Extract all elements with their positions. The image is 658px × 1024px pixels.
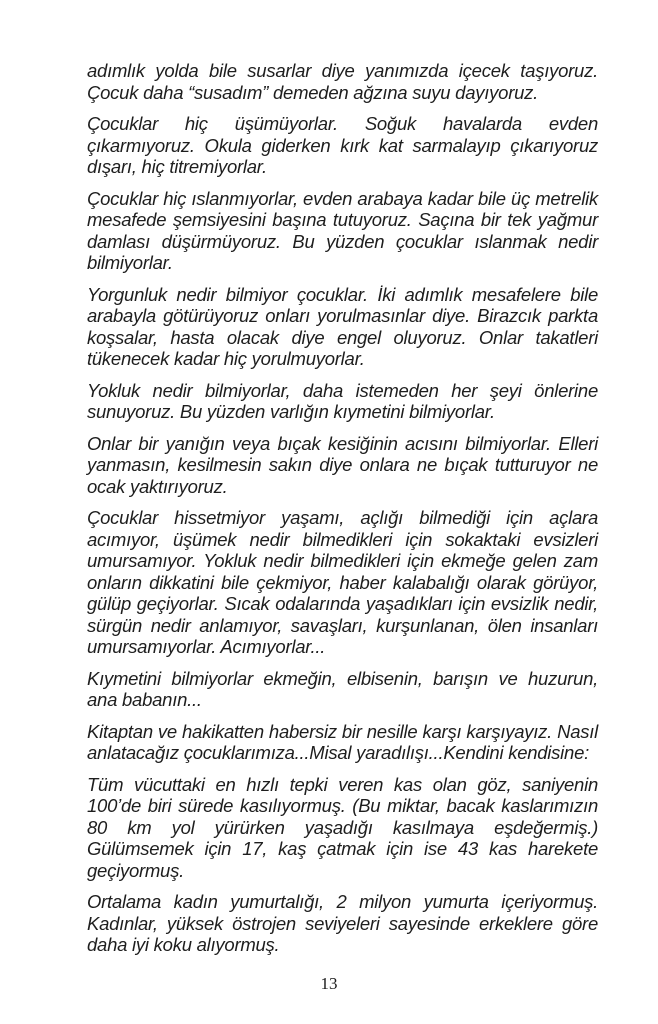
body-paragraph: Onlar bir yanığın veya bıçak kesiğinin acısını bilmiyorlar. Elleri yanmasın, kesilmesin sakın diye onlara ne bıçak tutturuyor ne ocak yaktırıyoruz. [87,432,598,497]
body-paragraph: Kıymetini bilmiyorlar ekmeğin, elbisenin, barışın ve huzurun, ana babanın... [87,667,598,710]
body-paragraph: Ortalama kadın yumurtalığı, 2 milyon yumurta içeriyormuş. Kadınlar, yüksek östrojen seviyeleri sayesinde erkeklere göre daha iyi koku alıyormuş. [87,891,598,955]
body-paragraph: Çocuklar hiç üşümüyorlar. Soğuk havalarda evden çıkarmıyoruz. Okula giderken kırk kat sarmalayıp çıkarıyoruz dışarı, hiç titremiyorlar. [87,113,598,177]
page-text-block [87,60,598,966]
body-paragraph: Kitaptan ve hakikatten habersiz bir nesille karşı karşıyayız. Nasıl anlatacağız çocuklarımıza...Misal yaradılışı...Kendini kendisine: [87,720,598,763]
body-paragraph: adımlık yolda bile susarlar diye yanımızda içecek taşıyoruz. Çocuk daha “susadım” demeden ağzına suyu dayıyoruz. [87,60,598,103]
body-paragraph: Çocuklar hiç ıslanmıyorlar, evden arabaya kadar bile üç metrelik mesafede şemsiyesini başına tutuyoruz. Saçına bir tek yağmur damlası düşürmüyoruz. Bu yüzden çocuklar ıslanmak nedir bilmiyorlar. [87,187,598,273]
page-number: 13 [320,974,338,993]
body-paragraph: Çocuklar hissetmiyor yaşamı, açlığı bilmediği için açlara acımıyor, üşümek nedir bilmedikleri için sokaktaki evsizleri umursamıyor. Yokluk nedir bilmedikleri için ekmeğe gelen zam onların dikkatini bile çekmiyor, haber kalabalığı olarak görüyor, gülüp geçiyorlar. Sıcak odalarında yaşadıkları için evsizlik nedir, sürgün nedir anlamıyor, savaşları, kurşunlanan, ölen insanları umursamıyorlar. Acımıyorlar... [87,507,598,657]
body-paragraph: Yokluk nedir bilmiyorlar, daha istemeden her şeyi önlerine sunuyoruz. Bu yüzden varlığın kıymetini bilmiyorlar. [87,379,598,422]
body-paragraph: Tüm vücuttaki en hızlı tepki veren kas olan göz, saniyenin 100’de biri sürede kasılıyormuş. (Bu miktar, bacak kaslarımızın 80 km yol yürürken yaşadığı kasılmaya eşdeğermiş.) Gülümsemek için 17, kaş çatmak için ise 43 kas harekete geçiyormuş. [87,773,598,881]
body-paragraph: Yorgunluk nedir bilmiyor çocuklar. İki adımlık mesafelere bile arabayla götürüyoruz onları yorulmasınlar diye. Birazcık parkta koşsalar, hasta olacak diye engel oluyoruz. Onlar takatleri tükenecek kadar hiç yorulmuyorlar. [87,283,598,369]
